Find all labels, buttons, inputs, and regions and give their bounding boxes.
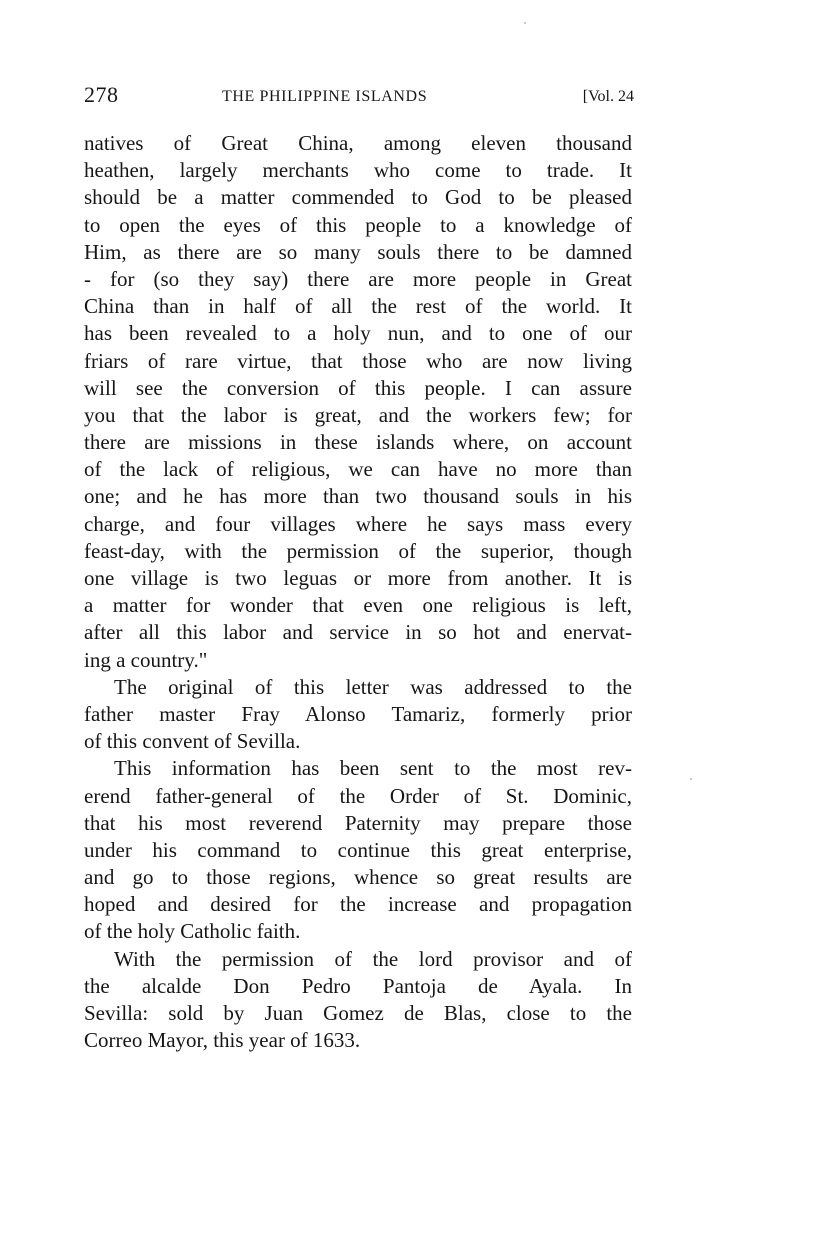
text-line: you that the labor is great, and the workers few; for	[84, 402, 632, 427]
text-line: has been revealed to a holy nun, and to one of our	[84, 321, 632, 346]
text-line: the alcalde Don Pedro Pantoja de Ayala. In	[84, 973, 632, 998]
text-line: China than in half of all the rest of the world. It	[84, 294, 632, 319]
text-line: This information has been sent to the most rev-	[114, 756, 632, 781]
text-line: of the holy Catholic faith.	[84, 919, 301, 944]
text-line: hoped and desired for the increase and propagation	[84, 892, 632, 917]
volume-label: [Vol. 24	[582, 88, 634, 105]
paragraph	[84, 130, 632, 674]
text-line: to open the eyes of this people to a knowledge of	[84, 212, 632, 237]
text-line: there are missions in these islands where, on account	[84, 430, 632, 455]
text-line: charge, and four villages where he says mass every	[84, 511, 632, 536]
text-line: heathen, largely merchants who come to trade. It	[84, 158, 632, 183]
text-line: a matter for wonder that even one religious is left,	[84, 593, 632, 618]
scan-speck	[690, 778, 692, 780]
running-title: THE PHILIPPINE ISLANDS	[222, 88, 428, 105]
text-line: Him, as there are so many souls there to be damned	[84, 239, 632, 264]
text-line: will see the conversion of this people. I can assure	[84, 375, 632, 400]
page-number: 278	[84, 82, 119, 107]
text-line: Correo Mayor, this year of 1633.	[84, 1028, 361, 1053]
text-line: ing a country."	[84, 647, 208, 672]
body-text	[84, 130, 632, 1054]
page-header	[84, 82, 634, 108]
text-line: - for (so they say) there are more people in Great	[84, 266, 632, 291]
text-line: The original of this letter was addressed to the	[114, 674, 632, 699]
text-line: of the lack of religious, we can have no more than	[84, 457, 632, 482]
text-line: and go to those regions, whence so great results are	[84, 865, 632, 890]
text-line: friars of rare virtue, that those who are now living	[84, 348, 632, 373]
text-line: father master Fray Alonso Tamariz, formerly prior	[84, 701, 632, 726]
text-line: erend father-general of the Order of St. Dominic,	[84, 783, 632, 808]
text-line: feast-day, with the permission of the superior, though	[84, 538, 632, 563]
paragraph	[84, 755, 632, 945]
text-line: of this convent of Sevilla.	[84, 729, 301, 754]
text-line: that his most reverend Paternity may prepare those	[84, 810, 632, 835]
text-line: one; and he has more than two thousand souls in his	[84, 484, 632, 509]
text-line: one village is two leguas or more from another. It is	[84, 566, 632, 590]
text-line: Sevilla: sold by Juan Gomez de Blas, close to the	[84, 1001, 632, 1025]
text-line: under his command to continue this great enterprise,	[84, 837, 632, 862]
paragraph	[84, 946, 632, 1055]
text-line: after all this labor and service in so hot and enervat-	[84, 620, 632, 645]
text-line: should be a matter commended to God to be pleased	[84, 185, 632, 210]
text-line: natives of Great China, among eleven thousand	[84, 131, 632, 155]
scan-speck	[524, 22, 526, 24]
text-line: With the permission of the lord provisor and of	[114, 946, 632, 971]
paragraph	[84, 674, 632, 756]
